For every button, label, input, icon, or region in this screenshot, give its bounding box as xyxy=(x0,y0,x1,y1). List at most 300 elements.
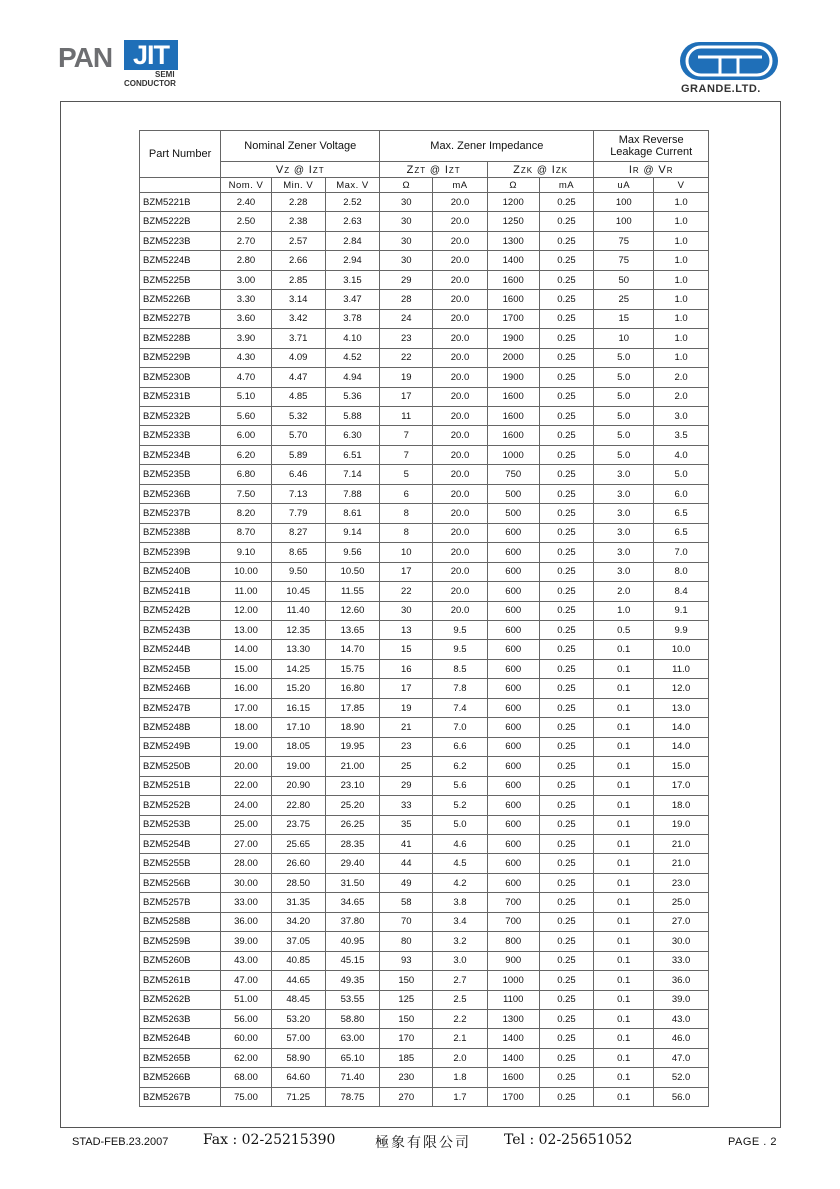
cell-vz-max: 65.10 xyxy=(325,1048,380,1067)
cell-zzk: 1900 xyxy=(487,329,539,348)
cell-part-number: BZM5265B xyxy=(140,1048,221,1067)
cell-zzt: 13 xyxy=(380,620,433,639)
cell-ir: 5.0 xyxy=(594,387,654,406)
cell-izt: 6.2 xyxy=(433,757,488,776)
cell-izt: 20.0 xyxy=(433,601,488,620)
cell-izt: 4.5 xyxy=(433,854,488,873)
unit-ir-ua: uA xyxy=(594,178,654,193)
table-row xyxy=(140,270,709,289)
cell-zzt: 21 xyxy=(380,718,433,737)
cell-part-number: BZM5222B xyxy=(140,212,221,231)
cell-izk: 0.25 xyxy=(539,640,594,659)
units-blank xyxy=(140,178,221,193)
table-row xyxy=(140,737,709,756)
cell-part-number: BZM5264B xyxy=(140,1029,221,1048)
cell-vz-max: 71.40 xyxy=(325,1068,380,1087)
cell-vz-max: 49.35 xyxy=(325,971,380,990)
cell-vr: 17.0 xyxy=(654,776,709,795)
cell-vz-min: 8.65 xyxy=(271,543,325,562)
cell-vz-max: 7.14 xyxy=(325,465,380,484)
footer-company: 極象有限公司 xyxy=(375,1135,471,1151)
cell-zzk: 1400 xyxy=(487,251,539,270)
cell-ir: 0.1 xyxy=(594,873,654,892)
cell-ir: 0.1 xyxy=(594,1029,654,1048)
cell-zzt: 22 xyxy=(380,582,433,601)
cell-vz-min: 58.90 xyxy=(271,1048,325,1067)
cell-ir: 0.1 xyxy=(594,932,654,951)
cell-vz-max: 53.55 xyxy=(325,990,380,1009)
cell-vz-max: 2.63 xyxy=(325,212,380,231)
cell-vz-min: 2.85 xyxy=(271,270,325,289)
unit-max-v: Max. V xyxy=(325,178,380,193)
cell-vr: 46.0 xyxy=(654,1029,709,1048)
sym-v: V xyxy=(275,163,285,176)
sym-zt-sub: ZT xyxy=(414,165,427,175)
cell-ir: 3.0 xyxy=(594,504,654,523)
cell-zzt: 11 xyxy=(380,406,433,425)
cell-vz-nom: 8.70 xyxy=(221,523,272,542)
cell-vz-nom: 60.00 xyxy=(221,1029,272,1048)
cell-izk: 0.25 xyxy=(539,562,594,581)
table-row xyxy=(140,971,709,990)
cell-izt: 6.6 xyxy=(433,737,488,756)
cell-izk: 0.25 xyxy=(539,504,594,523)
cell-izt: 20.0 xyxy=(433,406,488,425)
cell-zzt: 15 xyxy=(380,640,433,659)
cell-izk: 0.25 xyxy=(539,776,594,795)
cell-vz-min: 18.05 xyxy=(271,737,325,756)
cell-vz-max: 8.61 xyxy=(325,504,380,523)
cell-vz-min: 7.79 xyxy=(271,504,325,523)
cell-vr: 39.0 xyxy=(654,990,709,1009)
cell-zzk: 600 xyxy=(487,737,539,756)
table-row xyxy=(140,854,709,873)
cell-izt: 20.0 xyxy=(433,290,488,309)
logo-jit-text: JIT xyxy=(124,40,178,70)
cell-zzt: 7 xyxy=(380,426,433,445)
cell-vz-max: 23.10 xyxy=(325,776,380,795)
cell-vz-min: 2.38 xyxy=(271,212,325,231)
cell-zzk: 2000 xyxy=(487,348,539,367)
cell-vz-nom: 24.00 xyxy=(221,796,272,815)
cell-vz-min: 53.20 xyxy=(271,1010,325,1029)
cell-ir: 0.1 xyxy=(594,1048,654,1067)
cell-ir: 0.1 xyxy=(594,679,654,698)
cell-part-number: BZM5267B xyxy=(140,1087,221,1106)
cell-vz-nom: 36.00 xyxy=(221,912,272,931)
cell-izt: 20.0 xyxy=(433,504,488,523)
cell-izk: 0.25 xyxy=(539,193,594,212)
cell-ir: 0.1 xyxy=(594,737,654,756)
cell-izk: 0.25 xyxy=(539,990,594,1009)
cell-zzk: 1000 xyxy=(487,445,539,464)
cell-zzt: 17 xyxy=(380,679,433,698)
cell-vz-nom: 47.00 xyxy=(221,971,272,990)
table-row xyxy=(140,990,709,1009)
cell-izk: 0.25 xyxy=(539,834,594,853)
cell-part-number: BZM5243B xyxy=(140,620,221,639)
cell-zzk: 600 xyxy=(487,562,539,581)
table-row xyxy=(140,387,709,406)
table-row xyxy=(140,368,709,387)
cell-vz-nom: 15.00 xyxy=(221,659,272,678)
cell-izk: 0.25 xyxy=(539,659,594,678)
unit-izk-ma: mA xyxy=(539,178,594,193)
table-row xyxy=(140,1010,709,1029)
cell-zzk: 600 xyxy=(487,601,539,620)
table-row xyxy=(140,212,709,231)
cell-vz-max: 6.30 xyxy=(325,426,380,445)
cell-zzk: 1000 xyxy=(487,971,539,990)
cell-izk: 0.25 xyxy=(539,309,594,328)
cell-zzt: 170 xyxy=(380,1029,433,1048)
cell-part-number: BZM5241B xyxy=(140,582,221,601)
cell-vr: 47.0 xyxy=(654,1048,709,1067)
cell-vz-min: 7.13 xyxy=(271,484,325,503)
cell-vz-max: 11.55 xyxy=(325,582,380,601)
cell-izt: 7.4 xyxy=(433,698,488,717)
cell-vz-min: 34.20 xyxy=(271,912,325,931)
cell-izt: 20.0 xyxy=(433,251,488,270)
header-max-reverse-leakage xyxy=(594,131,709,162)
cell-izk: 0.25 xyxy=(539,426,594,445)
cell-vz-max: 29.40 xyxy=(325,854,380,873)
cell-zzk: 1700 xyxy=(487,1087,539,1106)
cell-part-number: BZM5263B xyxy=(140,1010,221,1029)
table-row xyxy=(140,873,709,892)
cell-zzk: 600 xyxy=(487,640,539,659)
cell-izt: 3.0 xyxy=(433,951,488,970)
cell-vr: 27.0 xyxy=(654,912,709,931)
logo-conductor-text: CONDUCTOR xyxy=(124,79,176,88)
sym-at: @ xyxy=(643,164,655,176)
cell-vz-max: 28.35 xyxy=(325,834,380,853)
sym-r-sub: R xyxy=(632,165,640,175)
cell-part-number: BZM5259B xyxy=(140,932,221,951)
cell-vz-max: 14.70 xyxy=(325,640,380,659)
cell-vz-max: 3.78 xyxy=(325,309,380,328)
cell-zzk: 600 xyxy=(487,543,539,562)
cell-part-number: BZM5229B xyxy=(140,348,221,367)
cell-izt: 1.7 xyxy=(433,1087,488,1106)
cell-part-number: BZM5252B xyxy=(140,796,221,815)
cell-izk: 0.25 xyxy=(539,932,594,951)
cell-izk: 0.25 xyxy=(539,251,594,270)
cell-part-number: BZM5238B xyxy=(140,523,221,542)
cell-vz-nom: 75.00 xyxy=(221,1087,272,1106)
cell-vz-min: 71.25 xyxy=(271,1087,325,1106)
table-row xyxy=(140,504,709,523)
cell-vz-min: 3.42 xyxy=(271,309,325,328)
table-row xyxy=(140,640,709,659)
cell-vr: 52.0 xyxy=(654,1068,709,1087)
table-row xyxy=(140,523,709,542)
cell-vz-min: 14.25 xyxy=(271,659,325,678)
cell-izt: 20.0 xyxy=(433,543,488,562)
cell-izk: 0.25 xyxy=(539,893,594,912)
cell-zzt: 125 xyxy=(380,990,433,1009)
cell-izt: 3.4 xyxy=(433,912,488,931)
cell-izt: 20.0 xyxy=(433,465,488,484)
cell-zzk: 700 xyxy=(487,893,539,912)
cell-ir: 5.0 xyxy=(594,368,654,387)
unit-izt-ma: mA xyxy=(433,178,488,193)
footer-page-number: PAGE . 2 xyxy=(728,1136,778,1148)
cell-vz-max: 2.94 xyxy=(325,251,380,270)
cell-izt: 4.6 xyxy=(433,834,488,853)
cell-zzt: 35 xyxy=(380,815,433,834)
cell-vr: 19.0 xyxy=(654,815,709,834)
footer-doc-code: STAD-FEB.23.2007 xyxy=(72,1136,169,1148)
cell-vz-min: 13.30 xyxy=(271,640,325,659)
cell-zzk: 1600 xyxy=(487,1068,539,1087)
table-row xyxy=(140,796,709,815)
cell-vz-nom: 68.00 xyxy=(221,1068,272,1087)
cell-ir: 0.1 xyxy=(594,1068,654,1087)
footer-fax: Fax : 02-25215390 xyxy=(203,1132,336,1148)
cell-zzk: 800 xyxy=(487,932,539,951)
cell-vr: 13.0 xyxy=(654,698,709,717)
cell-zzt: 23 xyxy=(380,737,433,756)
unit-nom-v: Nom. V xyxy=(221,178,272,193)
cell-part-number: BZM5226B xyxy=(140,290,221,309)
cell-zzt: 22 xyxy=(380,348,433,367)
cell-vz-nom: 2.40 xyxy=(221,193,272,212)
cell-vz-min: 25.65 xyxy=(271,834,325,853)
header-max-zener-impedance: Max. Zener Impedance xyxy=(380,131,594,162)
cell-zzt: 33 xyxy=(380,796,433,815)
cell-izk: 0.25 xyxy=(539,329,594,348)
cell-vr: 23.0 xyxy=(654,873,709,892)
cell-ir: 3.0 xyxy=(594,465,654,484)
cell-part-number: BZM5242B xyxy=(140,601,221,620)
cell-vr: 33.0 xyxy=(654,951,709,970)
cell-izk: 0.25 xyxy=(539,951,594,970)
cell-zzt: 17 xyxy=(380,562,433,581)
cell-vz-max: 15.75 xyxy=(325,659,380,678)
cell-vz-nom: 6.00 xyxy=(221,426,272,445)
cell-vz-min: 37.05 xyxy=(271,932,325,951)
cell-vz-max: 78.75 xyxy=(325,1087,380,1106)
unit-zzt-ohm: Ω xyxy=(380,178,433,193)
cell-vz-nom: 18.00 xyxy=(221,718,272,737)
cell-vz-max: 58.80 xyxy=(325,1010,380,1029)
cell-vz-max: 7.88 xyxy=(325,484,380,503)
cell-vz-nom: 5.60 xyxy=(221,406,272,425)
cell-vz-nom: 27.00 xyxy=(221,834,272,853)
cell-part-number: BZM5246B xyxy=(140,679,221,698)
cell-vr: 14.0 xyxy=(654,718,709,737)
cell-zzk: 1400 xyxy=(487,1048,539,1067)
cell-ir: 5.0 xyxy=(594,426,654,445)
cell-ir: 10 xyxy=(594,329,654,348)
cell-ir: 0.1 xyxy=(594,776,654,795)
cell-vz-max: 6.51 xyxy=(325,445,380,464)
cell-izk: 0.25 xyxy=(539,523,594,542)
cell-zzt: 49 xyxy=(380,873,433,892)
cell-izk: 0.25 xyxy=(539,679,594,698)
cell-vr: 10.0 xyxy=(654,640,709,659)
cell-ir: 2.0 xyxy=(594,582,654,601)
cell-part-number: BZM5225B xyxy=(140,270,221,289)
cell-ir: 0.1 xyxy=(594,834,654,853)
cell-izk: 0.25 xyxy=(539,387,594,406)
cell-vz-max: 5.36 xyxy=(325,387,380,406)
cell-zzt: 28 xyxy=(380,290,433,309)
cell-vr: 1.0 xyxy=(654,309,709,328)
cell-ir: 0.1 xyxy=(594,640,654,659)
cell-zzt: 58 xyxy=(380,893,433,912)
cell-izk: 0.25 xyxy=(539,620,594,639)
cell-vz-min: 64.60 xyxy=(271,1068,325,1087)
cell-ir: 0.1 xyxy=(594,796,654,815)
sym-i: I xyxy=(551,163,556,176)
cell-izk: 0.25 xyxy=(539,757,594,776)
cell-vz-min: 3.71 xyxy=(271,329,325,348)
cell-vr: 30.0 xyxy=(654,932,709,951)
cell-vz-nom: 7.50 xyxy=(221,484,272,503)
cell-vz-min: 19.00 xyxy=(271,757,325,776)
cell-vr: 9.9 xyxy=(654,620,709,639)
logo-semi-text: SEMI xyxy=(155,70,175,79)
cell-vr: 36.0 xyxy=(654,971,709,990)
cell-part-number: BZM5234B xyxy=(140,445,221,464)
cell-part-number: BZM5254B xyxy=(140,834,221,853)
cell-ir: 3.0 xyxy=(594,523,654,542)
cell-part-number: BZM5266B xyxy=(140,1068,221,1087)
logo-pan-text: PAN xyxy=(58,42,113,73)
cell-vr: 1.0 xyxy=(654,212,709,231)
cell-vz-max: 9.56 xyxy=(325,543,380,562)
cell-vz-max: 18.90 xyxy=(325,718,380,737)
cell-vz-max: 16.80 xyxy=(325,679,380,698)
cell-ir: 0.1 xyxy=(594,659,654,678)
cell-part-number: BZM5257B xyxy=(140,893,221,912)
table-row xyxy=(140,562,709,581)
cell-zzt: 17 xyxy=(380,387,433,406)
cell-part-number: BZM5223B xyxy=(140,231,221,250)
table-row xyxy=(140,582,709,601)
cell-izt: 3.8 xyxy=(433,893,488,912)
cell-vr: 1.0 xyxy=(654,251,709,270)
cell-zzk: 900 xyxy=(487,951,539,970)
cell-vz-max: 4.10 xyxy=(325,329,380,348)
cell-izk: 0.25 xyxy=(539,543,594,562)
cell-zzt: 7 xyxy=(380,445,433,464)
cell-zzk: 600 xyxy=(487,582,539,601)
cell-vr: 8.4 xyxy=(654,582,709,601)
cell-zzk: 1600 xyxy=(487,406,539,425)
sym-z: Z xyxy=(513,163,521,176)
cell-izk: 0.25 xyxy=(539,1029,594,1048)
table-row xyxy=(140,484,709,503)
cell-part-number: BZM5232B xyxy=(140,406,221,425)
cell-vz-max: 9.14 xyxy=(325,523,380,542)
cell-zzt: 19 xyxy=(380,698,433,717)
cell-vz-max: 2.52 xyxy=(325,193,380,212)
cell-vz-nom: 11.00 xyxy=(221,582,272,601)
cell-zzt: 230 xyxy=(380,1068,433,1087)
cell-zzk: 500 xyxy=(487,504,539,523)
sym-z-sub: Z xyxy=(284,165,291,175)
cell-part-number: BZM5262B xyxy=(140,990,221,1009)
cell-izt: 20.0 xyxy=(433,387,488,406)
cell-vr: 3.5 xyxy=(654,426,709,445)
cell-vz-min: 44.65 xyxy=(271,971,325,990)
cell-izk: 0.25 xyxy=(539,1068,594,1087)
cell-zzt: 80 xyxy=(380,932,433,951)
cell-vz-nom: 22.00 xyxy=(221,776,272,795)
cell-zzk: 600 xyxy=(487,679,539,698)
cell-ir: 3.0 xyxy=(594,562,654,581)
cell-vr: 2.0 xyxy=(654,387,709,406)
cell-izt: 20.0 xyxy=(433,426,488,445)
cell-part-number: BZM5245B xyxy=(140,659,221,678)
cell-vz-max: 5.88 xyxy=(325,406,380,425)
cell-part-number: BZM5258B xyxy=(140,912,221,931)
sym-i: I xyxy=(628,163,633,176)
cell-vz-min: 12.35 xyxy=(271,620,325,639)
cell-vr: 1.0 xyxy=(654,231,709,250)
cell-vz-nom: 12.00 xyxy=(221,601,272,620)
cell-vz-min: 2.28 xyxy=(271,193,325,212)
cell-zzt: 19 xyxy=(380,368,433,387)
cell-vr: 1.0 xyxy=(654,270,709,289)
header-nominal-zener-voltage: Nominal Zener Voltage xyxy=(221,131,380,162)
cell-part-number: BZM5227B xyxy=(140,309,221,328)
cell-vz-nom: 3.90 xyxy=(221,329,272,348)
cell-zzk: 1100 xyxy=(487,990,539,1009)
table-row xyxy=(140,329,709,348)
sym-at: @ xyxy=(293,164,306,176)
cell-ir: 0.1 xyxy=(594,971,654,990)
cell-vz-max: 2.84 xyxy=(325,231,380,250)
cell-izt: 2.0 xyxy=(433,1048,488,1067)
cell-part-number: BZM5256B xyxy=(140,873,221,892)
cell-part-number: BZM5248B xyxy=(140,718,221,737)
cell-vr: 9.1 xyxy=(654,601,709,620)
header-zzt-at-izt xyxy=(380,162,487,178)
cell-izk: 0.25 xyxy=(539,796,594,815)
cell-zzk: 600 xyxy=(487,873,539,892)
cell-zzk: 600 xyxy=(487,796,539,815)
cell-ir: 100 xyxy=(594,212,654,231)
cell-ir: 0.1 xyxy=(594,718,654,737)
header-vz-at-izt xyxy=(221,162,380,178)
panjit-logo xyxy=(58,38,193,90)
cell-vz-nom: 51.00 xyxy=(221,990,272,1009)
cell-zzt: 6 xyxy=(380,484,433,503)
cell-vr: 43.0 xyxy=(654,1010,709,1029)
cell-ir: 5.0 xyxy=(594,445,654,464)
cell-vr: 3.0 xyxy=(654,406,709,425)
cell-izt: 20.0 xyxy=(433,348,488,367)
cell-ir: 3.0 xyxy=(594,543,654,562)
cell-zzk: 1900 xyxy=(487,368,539,387)
table-row xyxy=(140,348,709,367)
cell-part-number: BZM5253B xyxy=(140,815,221,834)
cell-zzk: 1300 xyxy=(487,231,539,250)
cell-zzt: 150 xyxy=(380,971,433,990)
cell-izt: 9.5 xyxy=(433,620,488,639)
cell-zzt: 30 xyxy=(380,212,433,231)
cell-zzt: 30 xyxy=(380,193,433,212)
cell-ir: 0.1 xyxy=(594,1087,654,1106)
header-ir-at-vr xyxy=(594,162,709,178)
cell-zzk: 700 xyxy=(487,912,539,931)
cell-vz-min: 17.10 xyxy=(271,718,325,737)
cell-zzt: 30 xyxy=(380,251,433,270)
